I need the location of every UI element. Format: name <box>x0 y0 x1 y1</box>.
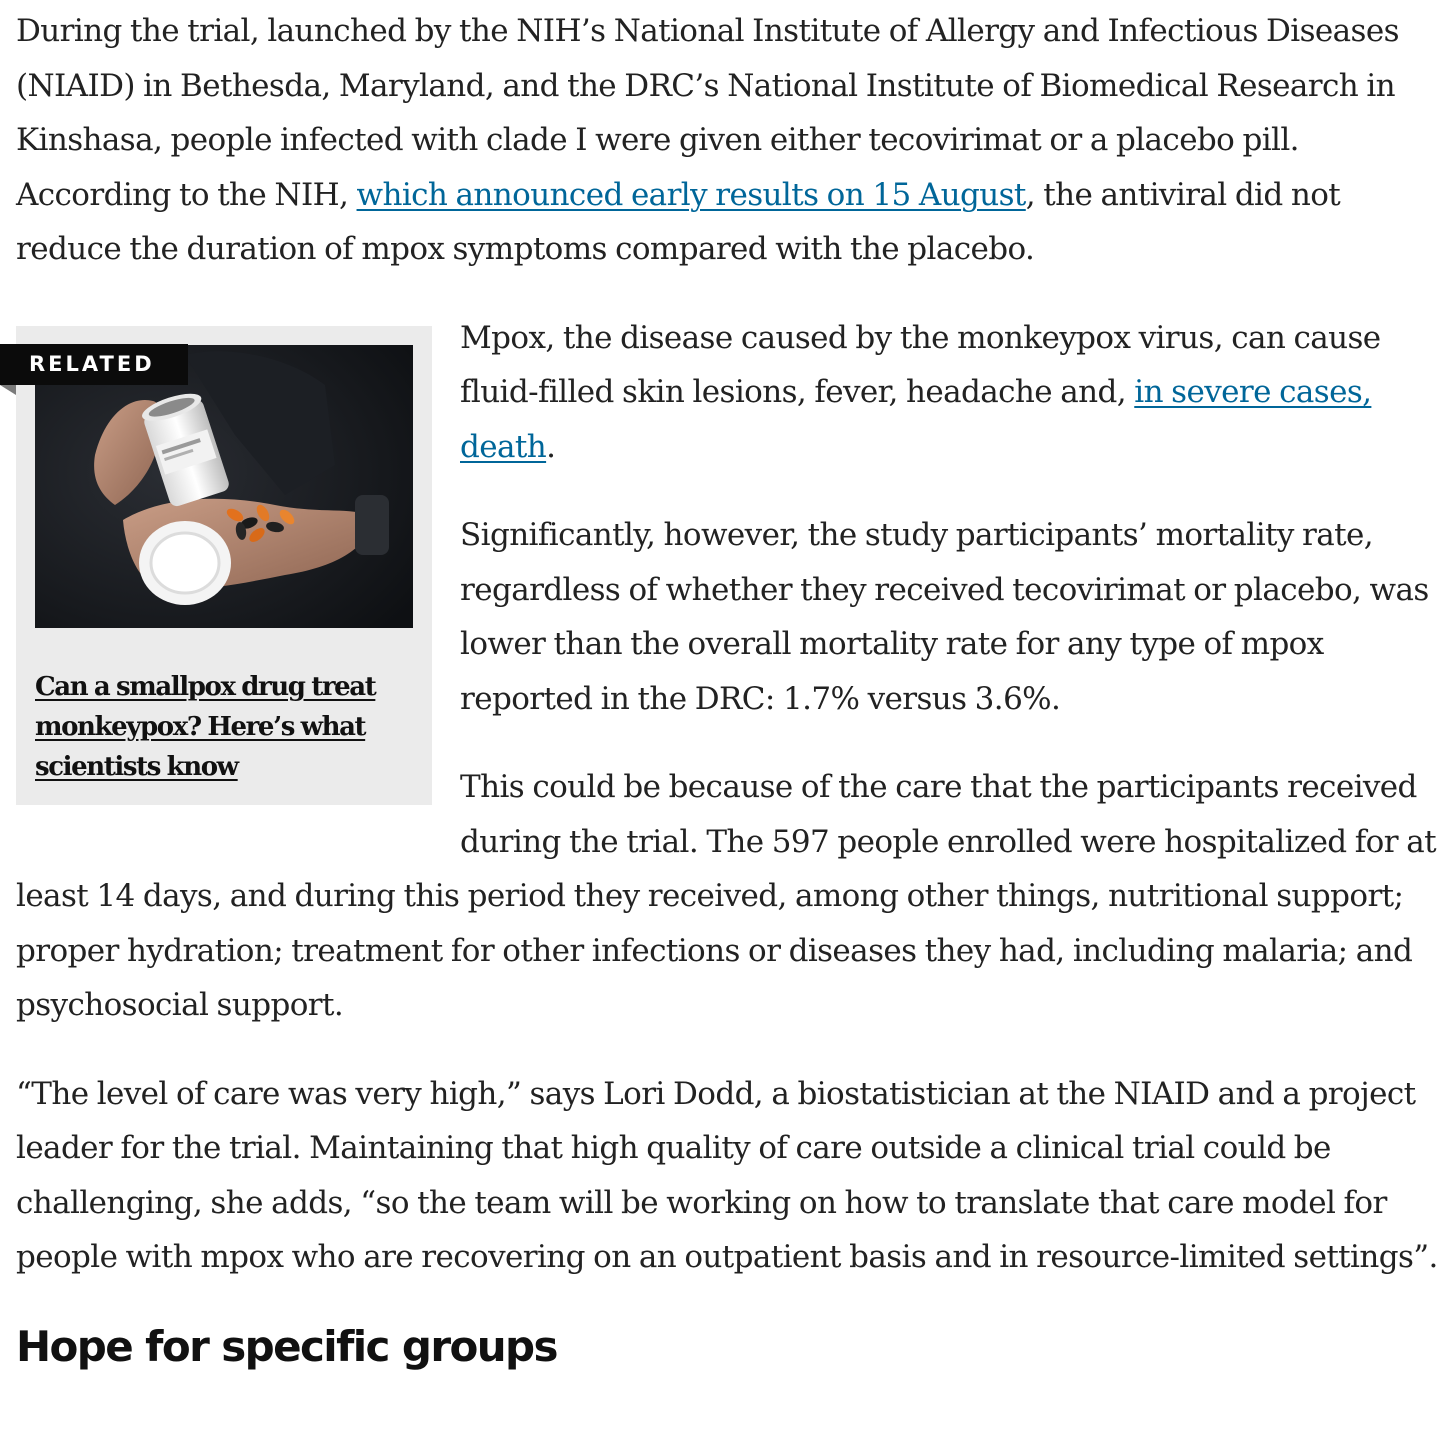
related-article-card[interactable] <box>16 326 432 805</box>
pill-bottle-photo-icon[interactable] <box>35 345 413 628</box>
paragraph-text: During the trial, launched by the NIH’s National Institute of Allergy and Infectious Diseases (NIAID) in Bethesda, Maryland, and the DRC’s National Institute of Biomedical Research in Kinshasa, people infected with clade I were given either tecovirimat or a placebo pill. According to the NIH, <box>16 13 1399 213</box>
related-tag-notch <box>0 385 16 395</box>
paragraph-care-level: This could be because of the care that the participants received during the trial. The 597 people enrolled were hospitalized for at least 14 days, and during this period they received, among other things, nutritional support; proper hydration; treatment for other infections or diseases they had, including malaria; and psychosocial support. <box>16 769 1436 1023</box>
article-body <box>16 4 1440 1375</box>
paragraph-text: , the antiviral did not reduce the duration of mpox symptoms compared with the placebo. <box>16 176 1341 267</box>
related-article-title-link[interactable]: Can a smallpox drug treat monkeypox? Here’s what scientists know <box>35 671 376 782</box>
paragraph-text: Mpox, the disease caused by the monkeypox virus, can cause fluid-filled skin lesions, fever, headache and, <box>460 319 1381 410</box>
severe-cases-link[interactable]: in severe cases, death <box>460 374 1372 465</box>
paragraph-trial-launch <box>16 4 1440 277</box>
paragraph-mortality-rate: Significantly, however, the study participants’ mortality rate, regardless of whether they received tecovirimat or placebo, was lower than the overall mortality rate for any type of mpox reported in the DRC: 1.7% versus 3.6%. <box>460 517 1429 717</box>
section-heading: Hope for specific groups <box>16 1321 557 1371</box>
related-tag: RELATED <box>0 344 188 385</box>
paragraph-dodd-quote: “The level of care was very high,” says Lori Dodd, a biostatistician at the NIAID and a project leader for the trial. Maintaining that high quality of care outside a clinical trial could be challenging, she adds, “so the team will be working on how to translate that care model for people with mpox who are recovering on an outpatient basis and in resource-limited settings”. <box>16 1075 1438 1275</box>
early-results-link[interactable]: which announced early results on 15 August <box>356 176 1026 213</box>
paragraph-text: . <box>546 428 556 465</box>
